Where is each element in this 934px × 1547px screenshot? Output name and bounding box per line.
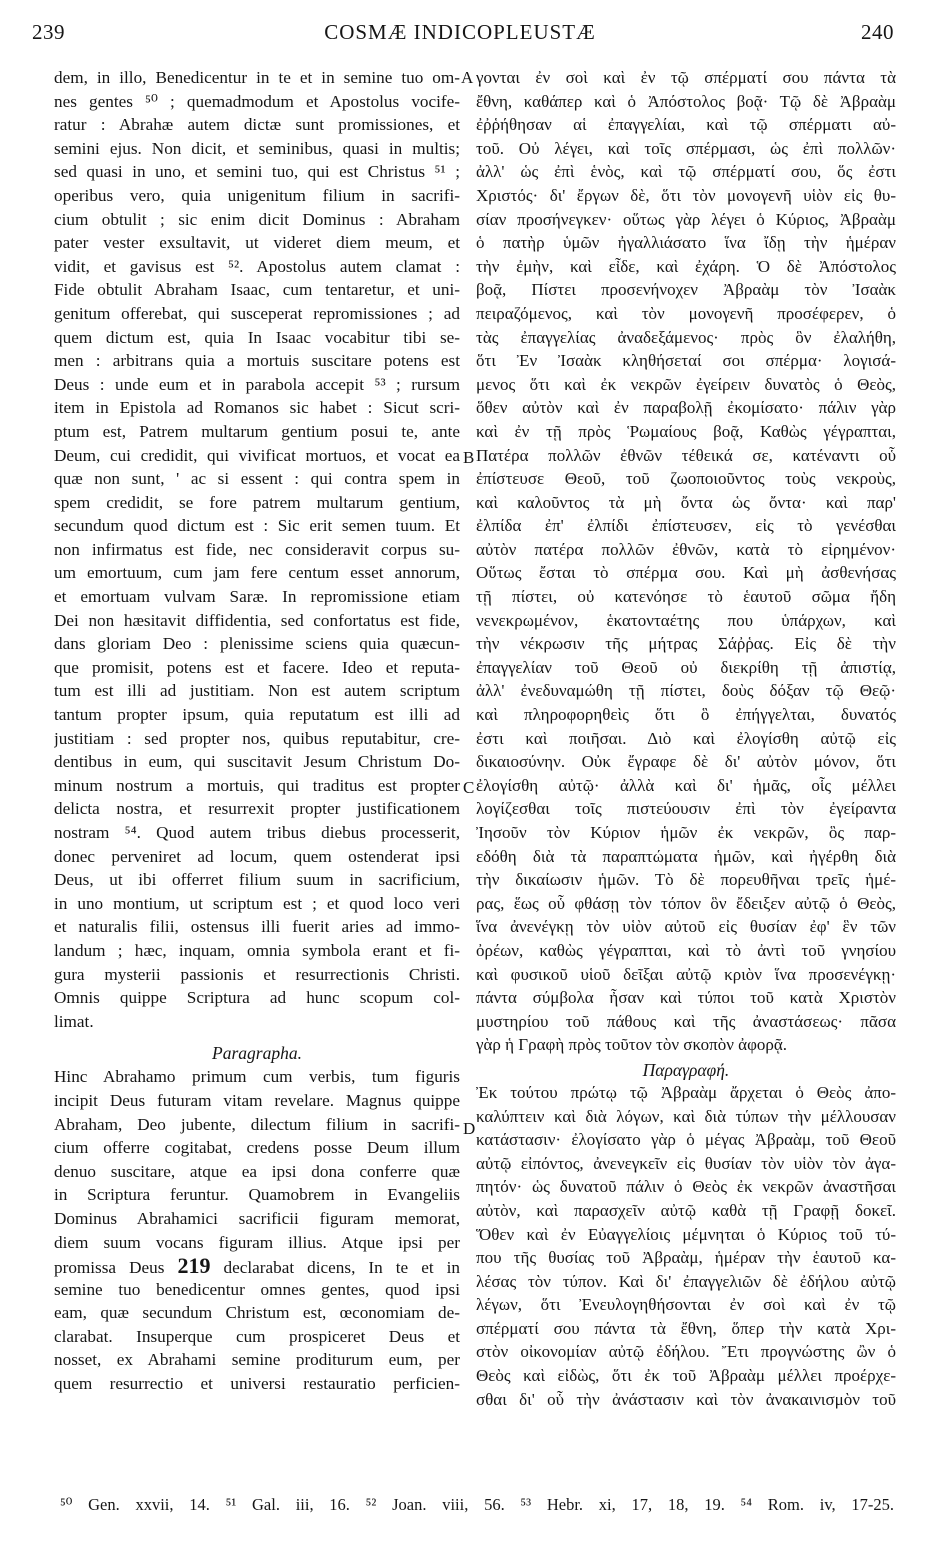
greek-line: αὐτὸν, καὶ παρασχεῖν αὐτῷ καθὰ τῇ Γραφῇ δοκεῖ. [476, 1200, 896, 1220]
greek-line: σθαι δι' οὗ τὴν ἀνάστασιν καὶ τὸν ἀνακαινισμὸν τοῦ [476, 1389, 896, 1409]
latin-line: sed quasi in uno, et semini tuo, qui est Christus ⁵¹ ; [54, 162, 460, 182]
greek-line: εδόθη διὰ τὰ παραπτώματα ἡμῶν, καὶ ἠγέρθη διὰ [476, 846, 896, 866]
latin-line: dans gloriam Deo : plenissime sciens quia quæcun- [54, 634, 460, 654]
greek-section-title: Παραγραφή. [642, 1059, 730, 1080]
latin-line: limat. [54, 1011, 94, 1031]
latin-line: operibus vero, quia unigenitum filium in sacrifi- [54, 185, 460, 205]
greek-line: ρας, ἕως οὗ φθάσῃ τὸν τόπον ὃν ἔδειξεν αὐτῷ ὁ Θεὸς, [476, 893, 896, 913]
greek-line: ὅτι Ἐν Ἰσαὰκ κληθήσεταί σοι σπέρμα· λογισά- [476, 351, 896, 371]
latin-line: in Scriptura feruntur. Quamobrem in Evangeliis [54, 1185, 460, 1205]
latin-line: Deus : unde eum et in parabola accepit ⁵³ ; rursum [54, 374, 460, 394]
greek-line: λέγων, ὅτι Ἐνευλογηθήσονται ἐν σοὶ καὶ ἐν τῷ [476, 1295, 896, 1315]
greek-line: που τῆς θυσίας τοῦ Ἀβραὰμ, ἡμέραν τὴν ἑαυτοῦ κα- [476, 1248, 896, 1268]
margin-letter-b: B [463, 448, 475, 467]
footnotes: ⁵⁰ Gen. xxvii, 14. ⁵¹ Gal. iii, 16. ⁵² Joan. viii, 56. ⁵³ Hebr. xi, 17, 18, 19. ⁵⁴ Rom. iv, 17-25. [60, 1495, 894, 1514]
latin-line: denuo suscitare, atque ea ipsi dona conferre quæ [54, 1161, 460, 1181]
running-title: COSMÆ INDICOPLEUSTÆ [324, 20, 596, 44]
margin-letter-d: D [463, 1119, 476, 1138]
latin-line: tum est illi ad justitiam. Non est autem scriptum [54, 681, 460, 701]
greek-line: ἐπίστευσε Θεοῦ, τοῦ ζωοποιοῦντος τοὺς νεκροὺς, [476, 469, 896, 489]
greek-line: τὴν δικαίωσιν ἡμῶν. Τὸ δὲ πορευθῆναι τρεῖς ἡμέ- [476, 870, 896, 890]
greek-line: ἔθνη, καθάπερ καὶ ὁ Ἀπόστολος βοᾷ· Τῷ δὲ Ἀβραὰμ [476, 91, 896, 111]
latin-line: cium offerre cogitabat, credens posse Deum illum [54, 1138, 460, 1158]
latin-line: item in Epistola ad Romanos sic habet : Sicut scri- [54, 398, 460, 418]
latin-line: incipit Deus futuram vitam revelare. Magnus quippe [54, 1090, 460, 1110]
latin-line: Deum, cui credidit, qui vivificat mortuos, et vocat ea [54, 445, 460, 465]
greek-line: λογίζεσθαι τοῖς πιστεύουσιν ἐπὶ τὸν ἐγείραντα [476, 799, 896, 819]
latin-line: Deus, ut ibi offerret filium suum in sacrificium, [54, 870, 460, 890]
page-marker: 219 [177, 1254, 211, 1278]
page-number-right: 240 [861, 20, 894, 44]
latin-line: tantum propter ipsum, quia reputatum est illi ad [54, 705, 460, 725]
latin-line: diem suum vocans figuram illius. Atque ipsi per [54, 1232, 460, 1252]
greek-column [476, 66, 896, 1411]
greek-line: Ἐκ τούτου πρώτῳ τῷ Ἀβραὰμ ἄρχεται ὁ Θεὸς ἀπο- [476, 1082, 896, 1102]
greek-line: νενεκρωμένον, ἑκατονταέτης που ὑπάρχων, καὶ [476, 610, 896, 630]
latin-line: eam, quæ secundum Christum est, œconomiam de- [54, 1303, 460, 1323]
greek-line: καλύπτειν καὶ διὰ λόγων, καὶ διὰ τύπων τὴν μέλλουσαν [476, 1106, 896, 1126]
latin-line: men : arbitrans quia a mortuis suscitare potens est [54, 351, 460, 371]
latin-line: nosset, ex Abrahami semine proditurum eum, per [54, 1350, 460, 1370]
greek-line: δικαιοσύνην. Οὐκ ἔγραφε δὲ δι' αὐτὸν μόνον, ὅτι [476, 752, 896, 772]
latin-line: quæ non sunt, ' ac si essent : qui contra spem in [54, 469, 460, 489]
latin-line: minum nostrum a mortuis, qui traditus est propter [54, 775, 460, 795]
greek-line: ὁ πατὴρ ὑμῶν ἠγαλλιάσατο ἵνα ἴδῃ τὴν ἡμέραν [476, 233, 896, 253]
latin-line: nes gentes ⁵⁰ ; quemadmodum et Apostolus vocife- [54, 91, 460, 111]
greek-line: κατάστασιν· ἐλογίσατο γὰρ ὁ μέγας Ἀβραὰμ, τοῦ Θεοῦ [476, 1130, 896, 1150]
greek-line: ἐλογίσθη αὐτῷ· ἀλλὰ καὶ δι' ἡμᾶς, οἷς μέλλει [476, 775, 896, 795]
greek-line: ἐῤῥήθησαν αἱ ἐπαγγελίαι, καὶ τῷ σπέρματι αὐ- [476, 115, 896, 135]
latin-line: gura mysterii passionis et resurrectionis Christi. [54, 964, 460, 984]
page-header [26, 20, 894, 50]
greek-line: πειραζόμενος, καὶ τὸν μονογενῆ προσέφερεν, ὁ [476, 303, 896, 323]
latin-line: et naturalis filii, ostensus illi fuerit aries ad immo- [54, 917, 460, 937]
greek-line: πητόν· ὡς δυνατοῦ πάλιν ὁ Θεὸς ἐκ νεκρῶν ἀναστῆσαι [476, 1177, 896, 1197]
latin-line: Fide obtulit Abraham Isaac, cum tentaretur, et uni- [54, 280, 460, 300]
greek-line: καὶ καλοῦντος τὰ μὴ ὄντα ὡς ὄντα· καὶ παρ' [476, 492, 896, 512]
latin-line: um emortuum, cum jam fere centum esset annorum, [54, 563, 460, 583]
latin-line-part: declarabat dicens, In te et in [223, 1258, 460, 1278]
greek-line: τοῦ. Οὐ λέγει, καὶ τοῖς σπέρμασι, ὡς ἐπὶ πολλῶν· [476, 138, 896, 158]
greek-line: καὶ ἐν τῇ πρὸς Ῥωμαίους βοᾷ, Καθὼς γέγραπται, [476, 421, 896, 441]
latin-line: vidit, et gavisus est ⁵². Apostolus autem clamat : [54, 256, 460, 276]
page-number-left: 239 [32, 20, 65, 44]
greek-line: ἐλπίδα ἐπ' ἐλπίδι ἐπίστευσεν, εἰς τὸ γενέσθαι [476, 516, 896, 536]
latin-line: clarabat. Insuperque cum prospiceret Deus et [54, 1326, 460, 1346]
greek-line: γονται ἐν σοὶ καὶ ἐν τῷ σπέρματί σου πάντα τὰ [476, 68, 896, 87]
greek-line: τῇ πίστει, οὐ κατενόησε τὸ ἑαυτοῦ σῶμα ἤδη [476, 587, 896, 607]
greek-line: σπέρματί σου πάντα τὰ ἔθνη, ὅπερ τὴν κατὰ Χρι- [476, 1318, 896, 1338]
greek-line: ἀλλ' ὡς ἐπὶ ἑνὸς, καὶ τῷ σπέρματί σου, ὅς ἐστι [476, 162, 896, 182]
latin-line: spem credidit, se fore patrem multarum gentium, [54, 492, 460, 512]
latin-line: cium obtulit ; sic enim dicit Dominus : Abraham [54, 209, 460, 229]
margin-letter-c: C [463, 778, 475, 797]
latin-line: ratur : Abrahæ autem dictæ sunt promissiones, et [54, 115, 460, 135]
greek-line: αὐτὸν πατέρα πολλῶν ἐθνῶν, κατὰ τὸ εἰρημένον· [476, 539, 896, 559]
latin-line: non infirmatus est fide, nec consideravit corpus su- [54, 539, 460, 559]
latin-line: delicta nostra, et resurrexit propter justificationem [54, 799, 460, 819]
greek-line: σίαν προσήνεγκεν· οὕτως γὰρ λέγει ὁ Κύριος, Ἀβραὰμ [476, 209, 896, 229]
greek-line: ἐστι καὶ ποιῆσαι. Διὸ καὶ ἐλογίσθη αὐτῷ εἰς [476, 728, 896, 748]
latin-line: pater vester exsultavit, ut videret diem meum, et [54, 233, 460, 253]
latin-line: genitum offerebat, qui susceperat repromissiones ; ad [54, 303, 460, 323]
greek-line: αὐτῷ εἰπόντος, ἀνενεγκεῖν εἰς θυσίαν τὸν υἱὸν τὸν ἀγα- [476, 1153, 896, 1173]
latin-line-part: promissa Deus [54, 1258, 165, 1278]
latin-column [54, 66, 460, 1396]
latin-line: Abraham, Deo jubente, dilectum filium in sacrifi- [54, 1114, 460, 1134]
latin-line: Dei non hæsitavit diffidentia, sed confortatus est fide, [54, 610, 460, 630]
greek-line: τὴν ἐμὴν, καὶ εἶδε, καὶ ἐχάρη. Ὁ δὲ Ἀπόστολος [476, 256, 896, 276]
latin-line: Dominus Abrahamici sacrificii figuram memorat, [54, 1208, 460, 1228]
latin-line: semini ejus. Non dicit, et seminibus, quasi in multis; [54, 138, 460, 158]
greek-line: καὶ πληροφορηθεὶς ὅτι ὃ ἐπήγγελται, δυνατός [476, 705, 896, 725]
greek-line: καὶ φυσικοῦ υἱοῦ δεῖξαι αὐτῷ κριὸν ἵνα προσενέγκῃ· [476, 964, 896, 984]
latin-line: quem dictum est, quia In Isaac vocabitur tibi se- [54, 327, 460, 347]
latin-line: dentibus in eum, qui suscitavit Jesum Christum Do- [54, 752, 460, 772]
greek-line: ὀρέων, καθὼς γέγραπται, καὶ τὸ ἀντὶ τοῦ γνησίου [476, 940, 896, 960]
latin-line: donec perveniret ad locum, quem ostenderat ipsi [54, 846, 460, 866]
latin-line: et emortuam vulvam Saræ. In repromissione etiam [54, 587, 460, 607]
latin-line: Omnis quippe Scriptura ad hunc scopum col- [54, 988, 460, 1008]
greek-line: ὅθεν αὐτὸν καὶ ἐν παραβολῇ ἐκομίσατο· πάλιν γὰρ [476, 398, 896, 418]
greek-line: γὰρ ἡ Γραφὴ πρὸς τοῦτον τὸν σκοπὸν ἀφορᾷ. [476, 1035, 788, 1055]
latin-line: justitiam : sed propter nos, quibus reputabitur, cre- [54, 728, 460, 748]
latin-line: Hinc Abrahamo primum cum verbis, tum figuris [54, 1067, 460, 1087]
greek-line: λέσας τὸν τύπον. Καὶ δι' ἐπαγγελιῶν δὲ ἐδήλου αὐτῷ [476, 1271, 896, 1291]
greek-line: Οὕτως ἔσται τὸ σπέρμα σου. Καὶ μὴ ἀσθενήσας [476, 563, 896, 583]
latin-line: landum ; hæc, inquam, omnia symbola erant et fi- [54, 940, 460, 960]
latin-line [54, 1254, 460, 1278]
greek-line: πάντα σύμβολα ἦσαν καὶ τύποι τοῦ κατὰ Χριστὸν [476, 988, 896, 1008]
greek-line: τὴν νέκρωσιν τῆς μήτρας Σάῤῥας. Εἰς δὲ τὴν [476, 634, 896, 654]
greek-line: Ἰησοῦν τὸν Κύριον ἡμῶν ἐκ νεκρῶν, ὃς παρ- [476, 823, 896, 842]
margin-letter-a: A [461, 68, 474, 87]
greek-line: Πατέρα πολλῶν ἐθνῶν τέθεικά σε, κατέναντι οὗ [476, 445, 896, 465]
greek-line: ἀλλ' ἐνεδυναμώθη τῇ πίστει, δοὺς δόξαν τῷ Θεῷ· [476, 681, 896, 701]
greek-line: Ὅθεν καὶ ἐν Εὐαγγελίοις μέμνηται ὁ Κύριος τοῦ τύ- [476, 1224, 896, 1244]
latin-line: secundum quod dictum est : Sic erit semen tuum. Et [54, 516, 460, 536]
greek-line: τὰς ἐπαγγελίας ἀναδεξάμενος· πρὸς ὃν ἐλαλήθη, [476, 327, 896, 347]
greek-line: ἐπαγγελίαν τοῦ Θεοῦ οὐ διεκρίθη τῇ ἀπιστίᾳ, [476, 657, 896, 677]
latin-line: quem resurrectio et universi restauratio perficien- [54, 1374, 460, 1394]
latin-line: nostram ⁵⁴. Quod autem tribus diebus processerit, [54, 823, 460, 842]
greek-line: Θεὸς καὶ εἰδὼς, ὅτι ἐκ τοῦ Ἀβραὰμ μέλλει προέρχε- [476, 1366, 896, 1386]
latin-section-title: Paragrapha. [212, 1043, 302, 1064]
greek-line: Χριστός· δι' ἔργων δὲ, ὅτι τὸν μονογενῆ υἱὸν εἰς θυ- [476, 185, 896, 205]
latin-line: dem, in illo, Benedicentur in te et in semine tuo om- [54, 68, 460, 87]
latin-line: que promisit, potens est et facere. Ideo et reputa- [54, 657, 460, 677]
latin-line: in uno montium, ut scriptum est ; et quod loco veri [54, 893, 460, 913]
greek-line: μυστηρίου τοῦ πάθους καὶ τῆς ἀναστάσεως· πᾶσα [476, 1011, 896, 1031]
greek-line: βοᾷ, Πίστει προσενήνοχεν Ἀβραὰμ τὸν Ἰσαὰκ [476, 280, 896, 300]
greek-line: ἵνα ἀνενέγκῃ τὸν υἱὸν αὐτοῦ εἰς θυσίαν ἐφ' ἓν τῶν [476, 917, 896, 937]
greek-line: μενος ὅτι καὶ ἐκ νεκρῶν ἐγείρειν δυνατὸς ὁ Θεὸς, [476, 374, 896, 394]
latin-line: semine tuo benedicentur omnes gentes, quod ipsi [54, 1279, 460, 1299]
latin-line: ptum est, Patrem multarum gentium posui te, ante [54, 421, 460, 441]
greek-line: στὸν οἰκονομίαν αὐτῷ ἐδήλου. Ἔτι προγνώστης ὢν ὁ [476, 1342, 896, 1362]
